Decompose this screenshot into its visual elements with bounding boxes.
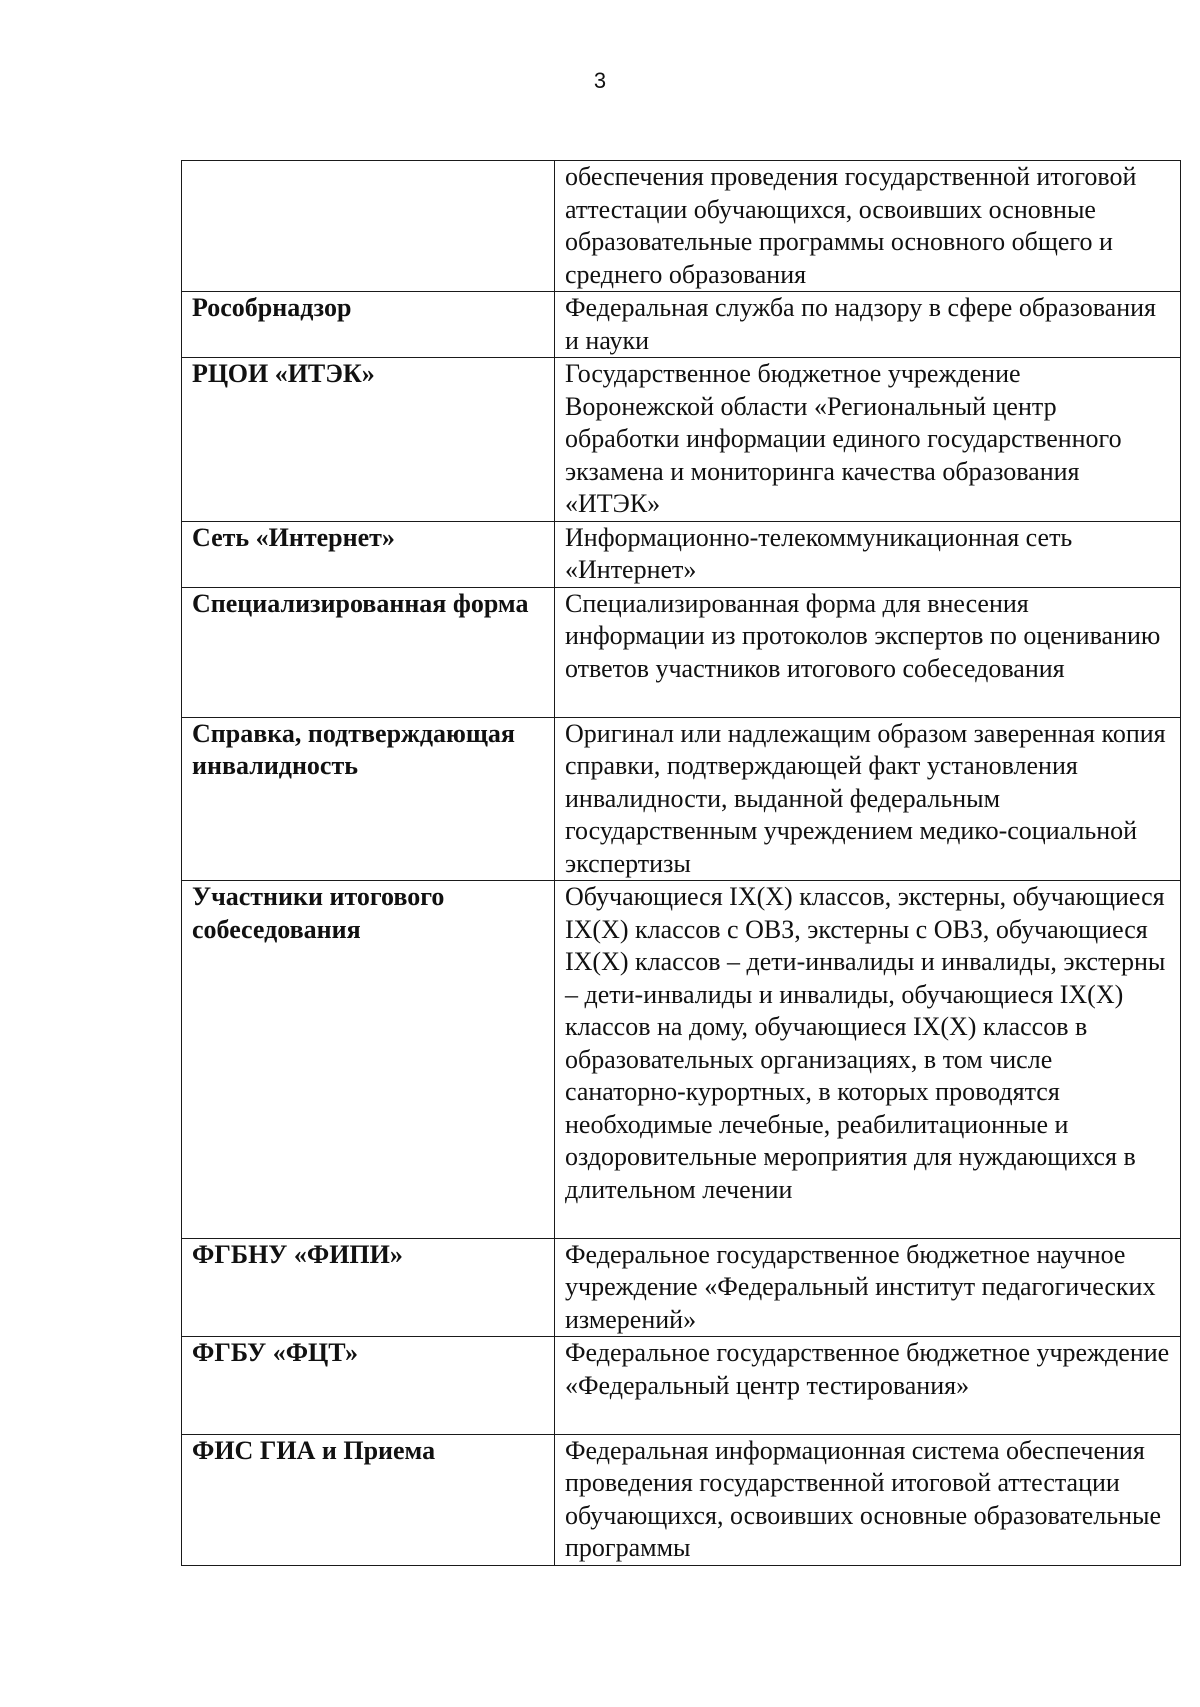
definition-cell: обеспечения проведения государственной итоговой аттестации обучающихся, освоивших основные образовательные программы основного общего и среднего образования <box>555 161 1181 292</box>
table-row <box>182 358 1181 522</box>
term-cell: ФГБНУ «ФИПИ» <box>182 1238 555 1337</box>
definition-cell: Федеральная информационная система обеспечения проведения государственной итоговой аттестации обучающихся, освоивших основные образовательные программы <box>555 1434 1181 1565</box>
term-cell: Специализированная форма <box>182 587 555 717</box>
table-row <box>182 1238 1181 1337</box>
table-row <box>182 292 1181 358</box>
table-row <box>182 161 1181 292</box>
term-cell: Рособрнадзор <box>182 292 555 358</box>
definition-cell: Информационно-телекоммуникационная сеть «Интернет» <box>555 521 1181 587</box>
term-cell: РЦОИ «ИТЭК» <box>182 358 555 522</box>
definition-cell: Специализированная форма для внесения информации из протоколов экспертов по оцениванию ответов участников итогового собеседования <box>555 587 1181 717</box>
abbreviations-table-body <box>182 161 1181 1566</box>
term-cell: Справка, подтверждающая инвалидность <box>182 717 555 881</box>
table-row <box>182 587 1181 717</box>
table-row <box>182 881 1181 1239</box>
definition-cell: Государственное бюджетное учреждение Воронежской области «Региональный центр обработки информации единого государственного экзамена и мониторинга качества образования «ИТЭК» <box>555 358 1181 522</box>
term-cell: ФИС ГИА и Приема <box>182 1434 555 1565</box>
definition-cell: Оригинал или надлежащим образом заверенная копия справки, подтверждающей факт установления инвалидности, выданной федеральным государственным учреждением медико-социальной экспертизы <box>555 717 1181 881</box>
definition-cell: Обучающиеся IX(X) классов, экстерны, обучающиеся IX(X) классов с ОВЗ, экстерны с ОВЗ, обучающиеся IX(X) классов – дети-инвалиды и инвалиды, экстерны – дети-инвалиды и инвалиды, обучающиеся IX(X) классов на дому, обучающиеся IX(X) классов в образовательных организациях, в том числе санаторно-курортных, в которых проводятся необходимые лечебные, реабилитационные и оздоровительные мероприятия для нуждающихся в длительном лечении <box>555 881 1181 1239</box>
table-row <box>182 1337 1181 1435</box>
term-cell <box>182 161 555 292</box>
definition-cell: Федеральное государственное бюджетное научное учреждение «Федеральный институт педагогических измерений» <box>555 1238 1181 1337</box>
table-row <box>182 1434 1181 1565</box>
table-row <box>182 521 1181 587</box>
term-cell: Участники итогового собеседования <box>182 881 555 1239</box>
page-number: 3 <box>593 68 607 93</box>
abbreviations-table <box>181 160 1181 1566</box>
term-cell: ФГБУ «ФЦТ» <box>182 1337 555 1435</box>
table-row <box>182 717 1181 881</box>
definition-cell: Федеральное государственное бюджетное учреждение «Федеральный центр тестирования» <box>555 1337 1181 1435</box>
term-cell: Сеть «Интернет» <box>182 521 555 587</box>
definition-cell: Федеральная служба по надзору в сфере образования и науки <box>555 292 1181 358</box>
